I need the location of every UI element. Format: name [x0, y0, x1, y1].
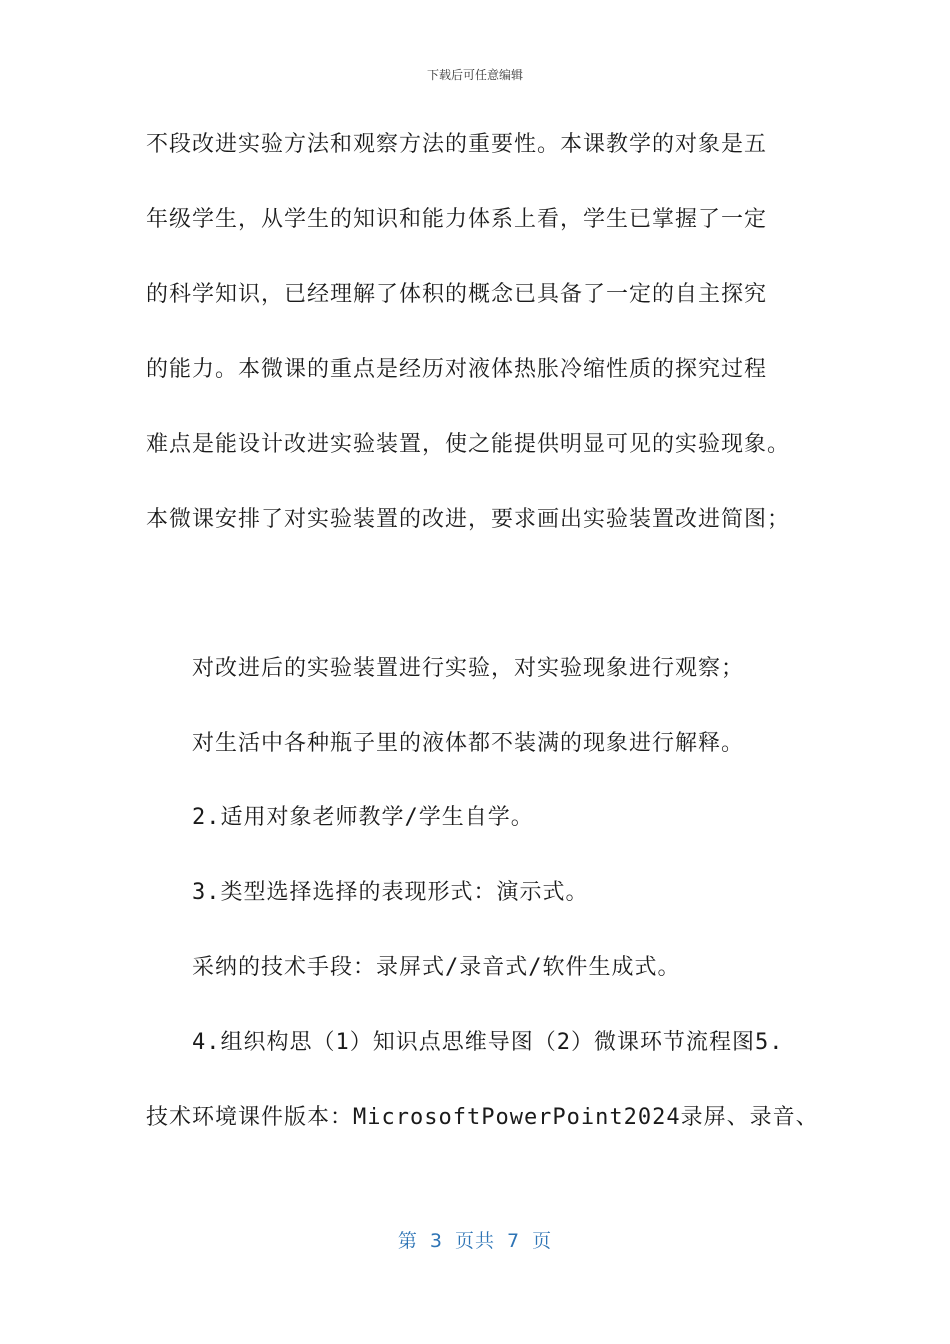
body-line-5: 难点是能设计改进实验装置，使之能提供明显可见的实验现象。	[146, 432, 791, 457]
body-line-4: 的能力。本微课的重点是经历对液体热胀冷缩性质的探究过程	[146, 357, 768, 382]
body-line-10: 3.类型选择选择的表现形式：演示式。	[192, 880, 589, 905]
body-line-1: 不段改进实验方法和观察方法的重要性。本课教学的对象是五	[146, 132, 768, 157]
page-header-note: 下载后可任意编辑	[426, 68, 523, 82]
footer-label-pre: 第	[397, 1230, 418, 1252]
body-line-12: 4.组织构思（1）知识点思维导图（2）微课环节流程图5.	[192, 1030, 784, 1055]
body-line-7: 对改进后的实验装置进行实验，对实验现象进行观察；	[192, 656, 745, 681]
body-line-3: 的科学知识，已经理解了体积的概念已具备了一定的自主探究	[146, 282, 768, 307]
body-line-13: 技术环境课件版本：MicrosoftPowerPoint2024录屏、录音、	[146, 1105, 819, 1130]
footer-label-mid: 页共	[454, 1230, 495, 1252]
body-line-6: 本微课安排了对实验装置的改进，要求画出实验装置改进简图；	[146, 507, 791, 532]
footer-label-post: 页	[532, 1230, 553, 1252]
body-line-8: 对生活中各种瓶子里的液体都不装满的现象进行解释。	[192, 731, 745, 756]
body-line-2: 年级学生，从学生的知识和能力体系上看，学生已掌握了一定	[146, 207, 768, 232]
footer-page-total: 7	[507, 1230, 521, 1252]
body-line-11: 采纳的技术手段：录屏式/录音式/软件生成式。	[192, 955, 681, 980]
body-line-9: 2.适用对象老师教学/学生自学。	[192, 805, 534, 830]
footer-page-current: 3	[429, 1230, 443, 1252]
page-number-footer	[0, 1226, 950, 1253]
